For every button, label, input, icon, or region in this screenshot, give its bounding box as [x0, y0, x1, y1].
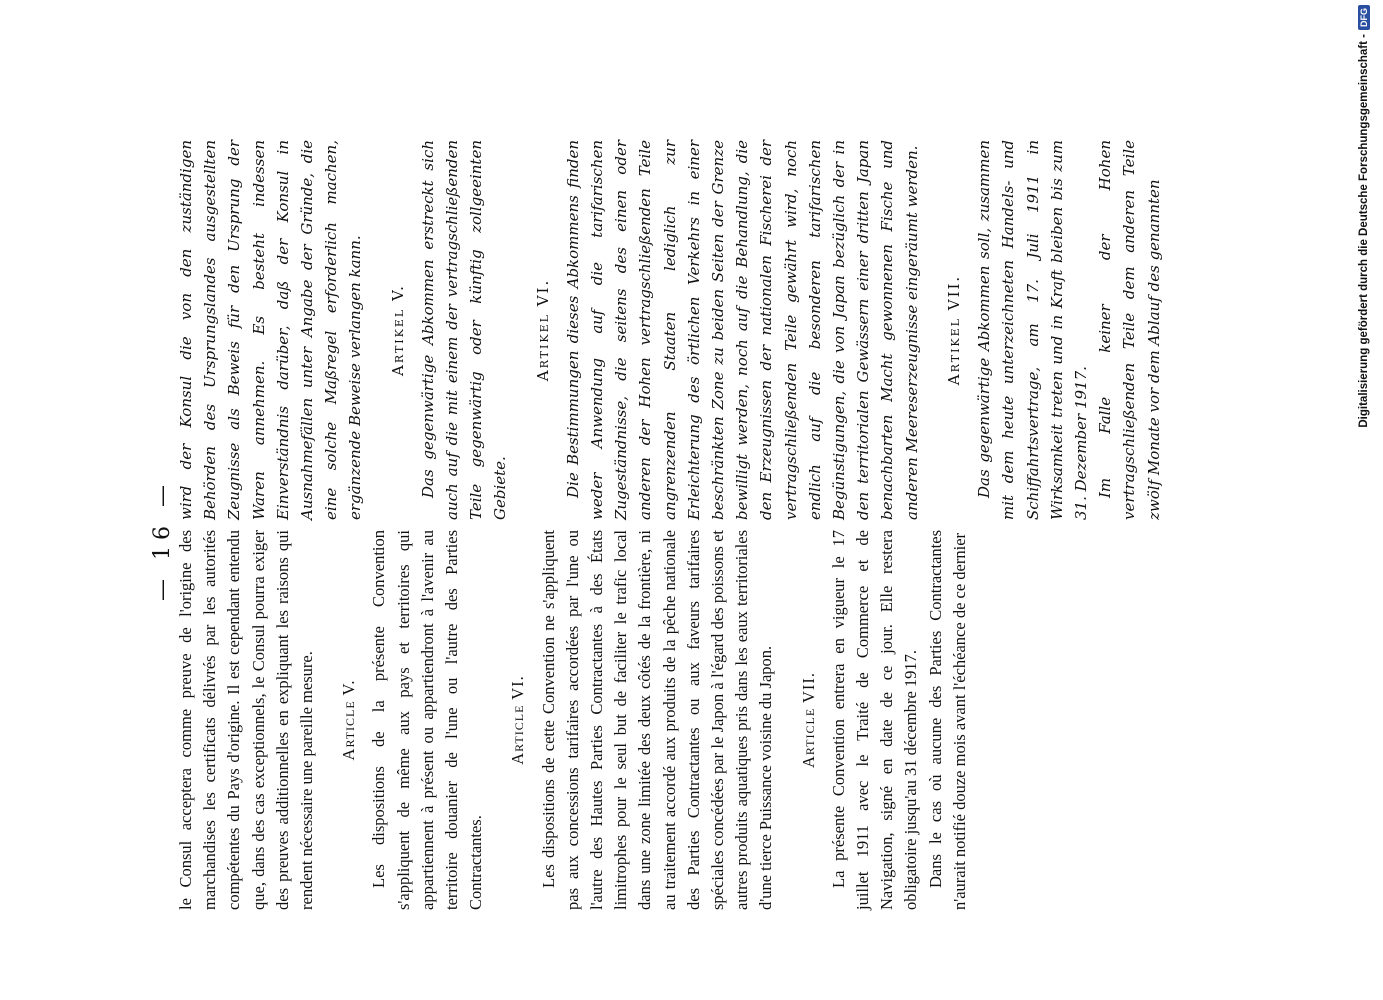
- french-article-7-text-b: Dans le cas où aucune des Parties Contractantes n'aurait notifié douze mois avant l'échéance de ce dernier: [925, 530, 969, 910]
- german-article-7-heading: Artikel VII.: [944, 274, 963, 386]
- french-article-6-text: Les dispositions de cette Convention ne s'appliquent pas aux concessions tarifaires accordées par l'une ou l'autre des Hautes Parties Contractantes à des États limitrophes pour le seul but de faciliter le trafic local dans une zone limitée des deux côtés de la frontière, ni au traitement accordé aux produits de la pêche nationale des Parties Contractantes ou aux faveurs tarifaires spéciales concédées par le Japon à l'égard des poissons et autres produits aquatiques pris dans les eaux territoriales d'une tierce Puissance voisine du Japon.: [538, 530, 776, 910]
- german-article-6-text: Die Bestimmungen dieses Abkommens finden weder Anwendung auf die tarifarischen Zugeständnisse, die seitens des einen oder anderen der Hohen vertragschließenden Teile angrenzenden Staaten lediglich zur Erleichterung des örtlichen Verkehrs in einer beschränkten Zone zu beiden Seiten der Grenze bewilligt werden, noch auf die Behandlung, die den Erzeugnissen der nationalen Fischerei der vertragschließenden Teile gewährt wird, noch endlich auf die besonderen tarifarischen Begünstigungen, die von Japan bezüglich der in den territorialen Gewässern einer dritten Japan benachbarten Macht gewonnenen Fische und anderen Meereserzeugnisse eingeräumt werden.: [563, 140, 921, 520]
- french-article-5-text: Les dispositions de la présente Convention s'appliquent de même aux pays et territoires qui appartiennent à présent ou appartiendront à l'avenir au territoire douanier de l'une ou l'autre des Parties Contractantes.: [369, 530, 486, 910]
- dfg-logo-badge: DFG: [1358, 5, 1370, 30]
- french-article-7-heading: Article VII.: [798, 671, 818, 769]
- french-article-5-heading: Article V.: [339, 679, 359, 761]
- digitization-credit: [1358, 0, 1380, 995]
- german-article-6-heading: Artikel VI.: [533, 278, 552, 382]
- german-article-5-text: Das gegenwärtige Abkommen erstreckt sich auch auf die mit einem der vertragschließenden Teile gegenwärtig oder künftig zollgeeinten Gebiete.: [418, 140, 510, 520]
- french-article-6-heading: Article VI.: [508, 675, 528, 765]
- german-column: [174, 140, 1166, 520]
- german-article-5-heading: Artikel V.: [388, 284, 407, 376]
- digitization-credit-text: Digitalisierung gefördert durch die Deutsche Forschungsgemeinschaft -: [1358, 34, 1371, 428]
- german-article-7-text-b: Im Falle keiner der Hohen vertragschließenden Teile dem anderen Teile zwölf Monate vor dem Ablauf des genannten: [1096, 140, 1163, 520]
- rotated-scanned-page: [140, 140, 1220, 930]
- german-paragraph-1: wird der Konsul die von den zuständigen Behörden des Ursprungslandes ausgestellten Zeugnisse als Beweis für den Ursprung der Waren annehmen. Es besteht indessen Einverständnis darüber, daß der Konsul in Ausnahmefällen unter Angabe der Gründe, die eine solche Maßregel erforderlich machen, ergänzende Beweise verlangen kann.: [177, 140, 365, 520]
- german-article-7-text-a: Das gegenwärtige Abkommen soll, zusammen mit dem heute unterzeichneten Handels- und Schiffahrtsvertrage, am 17. Juli 1911 in Wirksamkeit treten und in Kraft bleiben bis zum 31. Dezember 1917.: [975, 140, 1090, 520]
- french-paragraph-1: le Consul acceptera comme preuve de l'origine des marchandises les certificats délivrés par les autorités compétentes du Pays d'origine. Il est cependant entendu que, dans des cas exceptionnels, le Consul pourra exiger des preuves additionnelles en expliquant les raisons qui rendent nécessaire une pareille mesure.: [176, 530, 317, 910]
- french-article-7-text-a: La présente Convention entrera en vigueur le 17 juillet 1911 avec le Traité de Commerce et de Navigation, signé en date de ce jour. Elle restera obligatoire jusqu'au 31 décembre 1917.: [828, 530, 921, 910]
- page-number: — 16 —: [150, 479, 175, 601]
- french-column: [174, 530, 972, 910]
